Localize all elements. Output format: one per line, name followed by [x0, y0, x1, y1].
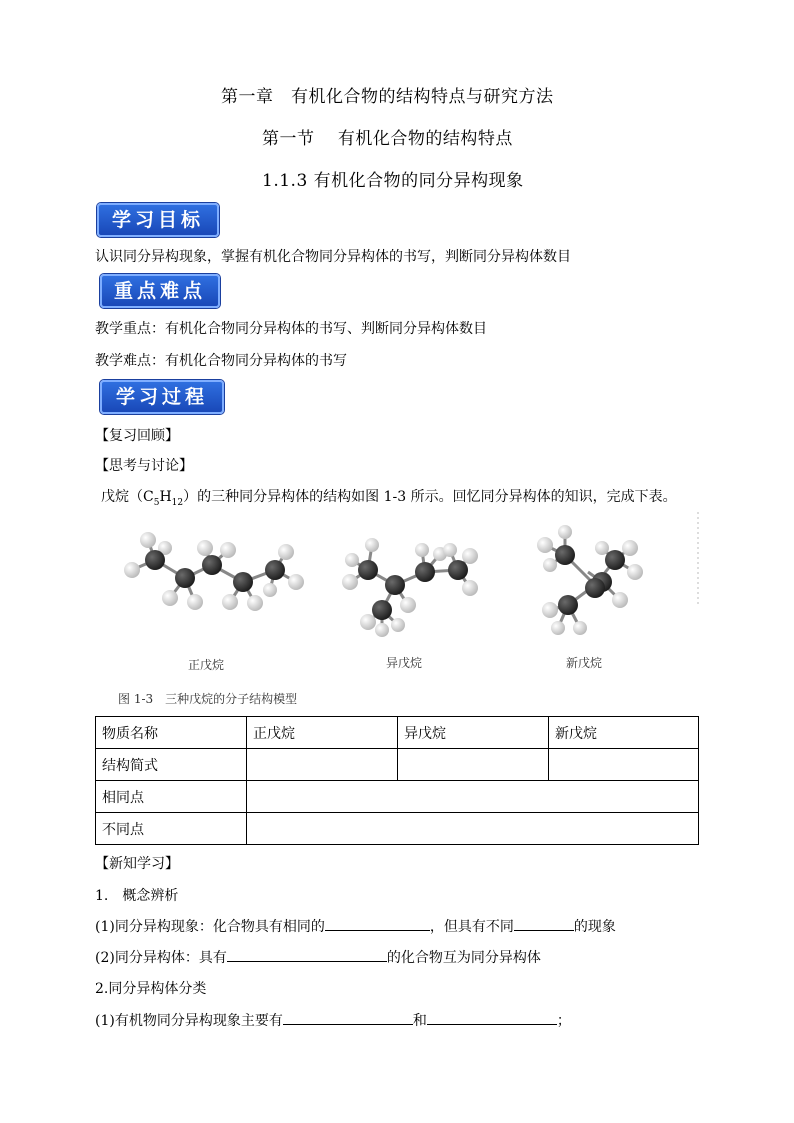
- key-points-badge: 重点难点: [100, 274, 220, 308]
- isopentane-model: [342, 538, 478, 637]
- item1-heading: 1. 概念辨析: [95, 888, 179, 904]
- blank-field[interactable]: [325, 916, 430, 931]
- section-title: 第一节 有机化合物的结构特点: [262, 129, 513, 149]
- n-pentane-model: [124, 532, 304, 611]
- table-cell[interactable]: [247, 781, 699, 813]
- table-row: [96, 717, 699, 749]
- table-header-cell: 异戊烷: [398, 717, 549, 749]
- discuss-heading: 【思考与讨论】: [95, 458, 193, 474]
- item1a-line: (1)同分异构现象：化合物具有相同的 ，但具有不同 的现象: [95, 916, 616, 936]
- intro-text: 戊烷$(C_5H_{12})$的三种同分异构体的结构如图 1-3 所示。回忆同分异构体的知识，完成下表。: [101, 489, 677, 508]
- label-neopentane: 新戊烷: [566, 656, 603, 670]
- new-learning-heading: 【新知学习】: [95, 856, 179, 872]
- neopentane-model: [537, 525, 643, 635]
- table-row: [96, 813, 699, 845]
- item2-heading: 2.同分异构体分类: [95, 981, 207, 997]
- item1b-line: (2)同分异构体：具有 的化合物互为同分异构体: [95, 947, 541, 967]
- blank-field[interactable]: [514, 916, 574, 931]
- chapter-title: 第一章 有机化合物的结构特点与研究方法: [221, 87, 554, 107]
- key-point-text: 教学重点：有机化合物同分异构体的书写、判断同分异构体数目: [95, 321, 487, 337]
- blank-field[interactable]: [427, 1010, 557, 1025]
- review-heading: 【复习回顾】: [95, 428, 179, 444]
- blank-field[interactable]: [227, 947, 387, 962]
- table-cell[interactable]: [247, 749, 398, 781]
- row-label: 相同点: [96, 781, 247, 813]
- lesson-title: 1.1.3 有机化合物的同分异构现象: [262, 171, 524, 191]
- table-cell[interactable]: [398, 749, 549, 781]
- label-n-pentane: 正戊烷: [188, 658, 225, 672]
- table-cell[interactable]: [247, 813, 699, 845]
- goals-badge: 学习目标: [97, 203, 219, 237]
- goals-text: 认识同分异构现象，掌握有机化合物同分异构体的书写，判断同分异构体数目: [95, 249, 571, 265]
- table-header-cell: 新戊烷: [549, 717, 699, 749]
- table-cell[interactable]: [549, 749, 699, 781]
- label-isopentane: 异戊烷: [386, 656, 423, 670]
- row-label: 不同点: [96, 813, 247, 845]
- blank-field[interactable]: [283, 1010, 413, 1025]
- table-row: [96, 749, 699, 781]
- item2a-line: (1)有机物同分异构现象主要有 和 ；: [95, 1010, 571, 1030]
- figure-caption: 图 1-3 三种戊烷的分子结构模型: [118, 692, 298, 706]
- table-row: [96, 781, 699, 813]
- row-label: 结构简式: [96, 749, 247, 781]
- comparison-table: [95, 716, 699, 845]
- process-badge: 学习过程: [100, 380, 224, 414]
- table-header-cell: 正戊烷: [247, 717, 398, 749]
- pentane-models-figure: [110, 510, 710, 710]
- difficult-point-text: 教学难点：有机化合物同分异构体的书写: [95, 353, 347, 369]
- table-header-cell: 物质名称: [96, 717, 247, 749]
